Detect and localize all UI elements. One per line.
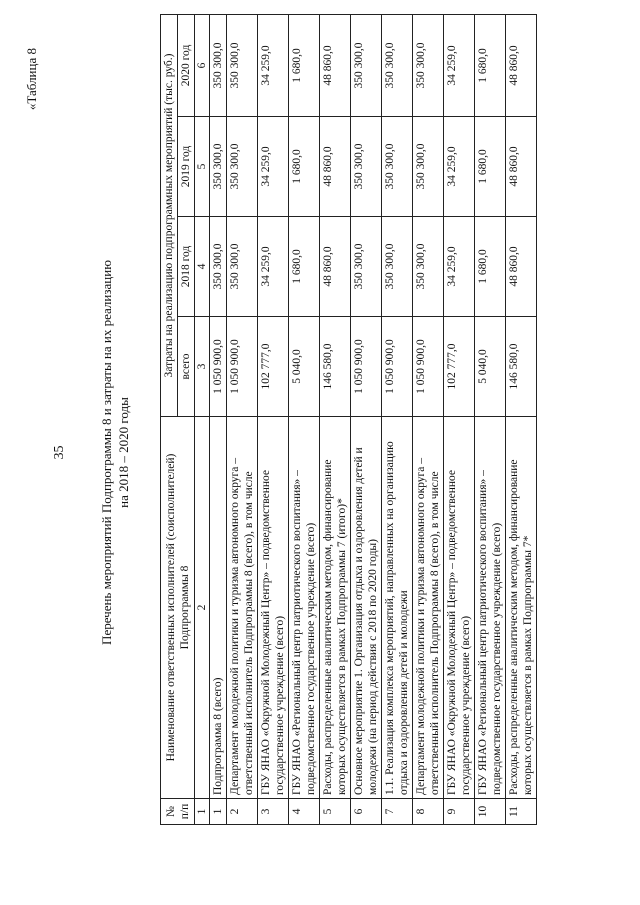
- header-num: № п/п: [161, 799, 195, 825]
- document-title: [98, 0, 132, 905]
- row-number: 8: [413, 799, 444, 825]
- row-2018: 350 300,0: [382, 217, 413, 317]
- row-total: 146 580,0: [320, 317, 351, 417]
- row-2018: 350 300,0: [413, 217, 444, 317]
- row-number: 10: [475, 799, 506, 825]
- column-number: 3: [195, 317, 210, 417]
- row-2019: 1 680,0: [475, 117, 506, 217]
- row-name: ГБУ ЯНАО «Окружной Молодежный Центр» – подведомственное государственное учреждение (всего): [444, 417, 475, 799]
- table-row: [227, 14, 258, 824]
- row-name: ГБУ ЯНАО «Окружной Молодежный Центр» – подведомственное государственное учреждение (всего): [258, 417, 289, 799]
- row-name: Подпрограмма 8 (всего): [210, 417, 227, 799]
- row-2018: 350 300,0: [227, 217, 258, 317]
- column-number: 1: [195, 799, 210, 825]
- row-2020: 350 300,0: [413, 14, 444, 116]
- row-2019: 34 259,0: [444, 117, 475, 217]
- row-number: 1: [210, 799, 227, 825]
- row-2020: 1 680,0: [289, 14, 320, 116]
- table-body: [210, 14, 537, 824]
- row-total: 102 777,0: [444, 317, 475, 417]
- column-number: 5: [195, 117, 210, 217]
- column-number: 4: [195, 217, 210, 317]
- row-total: 1 050 900,0: [351, 317, 382, 417]
- row-2018: 34 259,0: [444, 217, 475, 317]
- table-row: [413, 14, 444, 824]
- row-2019: 48 860,0: [320, 117, 351, 217]
- row-2018: 350 300,0: [210, 217, 227, 317]
- row-2020: 350 300,0: [351, 14, 382, 116]
- column-numbers-row: [195, 14, 210, 824]
- row-number: 11: [506, 799, 537, 825]
- row-2018: 1 680,0: [289, 217, 320, 317]
- row-2020: 34 259,0: [258, 14, 289, 116]
- row-2019: 34 259,0: [258, 117, 289, 217]
- row-number: 9: [444, 799, 475, 825]
- row-number: 6: [351, 799, 382, 825]
- row-total: 146 580,0: [506, 317, 537, 417]
- row-2019: 350 300,0: [227, 117, 258, 217]
- table-row: [320, 14, 351, 824]
- table-row: [444, 14, 475, 824]
- title-line-1: Перечень мероприятий Подпрограммы 8 и затраты на их реализацию: [99, 260, 114, 645]
- table-row: [475, 14, 506, 824]
- header-row: [161, 14, 178, 824]
- column-number: 2: [195, 417, 210, 799]
- row-name: Департамент молодежной политики и туризма автономного округа – ответственный исполнитель Подпрограммы 8 (всего), в том числе: [413, 417, 444, 799]
- row-name: Основное мероприятие 1. Организация отдыха и оздоровления детей и молодежи (на период действия с 2018 по 2020 годы): [351, 417, 382, 799]
- header-name: Наименование ответственных исполнителей (соисполнителей) Подпрограммы 8: [161, 417, 195, 799]
- title-line-2: на 2018 – 2020 годы: [116, 397, 131, 508]
- row-total: 5 040,0: [289, 317, 320, 417]
- row-name: ГБУ ЯНАО «Региональный центр патриотического воспитания» – подведомственное государственное учреждение (всего): [289, 417, 320, 799]
- row-name: Департамент молодежной политики и туризма автономного округа – ответственный исполнитель Подпрограммы 8 (всего), в том числе: [227, 417, 258, 799]
- row-2020: 350 300,0: [382, 14, 413, 116]
- table-label: «Таблица 8: [24, 48, 39, 111]
- expenses-table: [160, 14, 537, 825]
- row-2019: 350 300,0: [413, 117, 444, 217]
- row-2018: 350 300,0: [351, 217, 382, 317]
- row-name: 1.1. Реализация комплекса мероприятий, направленных на организацию отдыха и оздоровления детей и молодежи: [382, 417, 413, 799]
- table-row: [258, 14, 289, 824]
- row-2019: 350 300,0: [382, 117, 413, 217]
- row-number: 2: [227, 799, 258, 825]
- row-total: 1 050 900,0: [210, 317, 227, 417]
- header-costs: Затраты на реализацию подпрограммных мероприятий (тыс. руб.): [161, 14, 178, 416]
- table-row: [351, 14, 382, 824]
- row-name: Расходы, распределенные аналитическим методом, финансирование которых осуществляется в рамках Подпрограммы 7 (итого)*: [320, 417, 351, 799]
- header-2018: 2018 год: [178, 217, 195, 317]
- row-2018: 1 680,0: [475, 217, 506, 317]
- row-2020: 350 300,0: [227, 14, 258, 116]
- row-2019: 48 860,0: [506, 117, 537, 217]
- table-row: [210, 14, 227, 824]
- header-2019: 2019 год: [178, 117, 195, 217]
- row-number: 3: [258, 799, 289, 825]
- row-total: 1 050 900,0: [382, 317, 413, 417]
- row-2018: 48 860,0: [506, 217, 537, 317]
- row-number: 7: [382, 799, 413, 825]
- row-number: 5: [320, 799, 351, 825]
- row-2019: 1 680,0: [289, 117, 320, 217]
- page-number: 35: [52, 445, 67, 460]
- row-2020: 1 680,0: [475, 14, 506, 116]
- row-total: 102 777,0: [258, 317, 289, 417]
- row-number: 4: [289, 799, 320, 825]
- row-2020: 48 860,0: [320, 14, 351, 116]
- header-total: всего: [178, 317, 195, 417]
- row-2020: 48 860,0: [506, 14, 537, 116]
- table-row: [506, 14, 537, 824]
- row-total: 1 050 900,0: [413, 317, 444, 417]
- row-total: 1 050 900,0: [227, 317, 258, 417]
- row-name: Расходы, распределенные аналитическим методом, финансирование которых осуществляется в рамках Подпрограммы 7*: [506, 417, 537, 799]
- row-2018: 48 860,0: [320, 217, 351, 317]
- column-number: 6: [195, 14, 210, 116]
- header-2020: 2020 год: [178, 14, 195, 116]
- row-2019: 350 300,0: [210, 117, 227, 217]
- row-2019: 350 300,0: [351, 117, 382, 217]
- table-row: [382, 14, 413, 824]
- row-2020: 350 300,0: [210, 14, 227, 116]
- row-name: ГБУ ЯНАО «Региональный центр патриотического воспитания» – подведомственное государственное учреждение (всего): [475, 417, 506, 799]
- row-2018: 34 259,0: [258, 217, 289, 317]
- row-2020: 34 259,0: [444, 14, 475, 116]
- table-row: [289, 14, 320, 824]
- row-total: 5 040,0: [475, 317, 506, 417]
